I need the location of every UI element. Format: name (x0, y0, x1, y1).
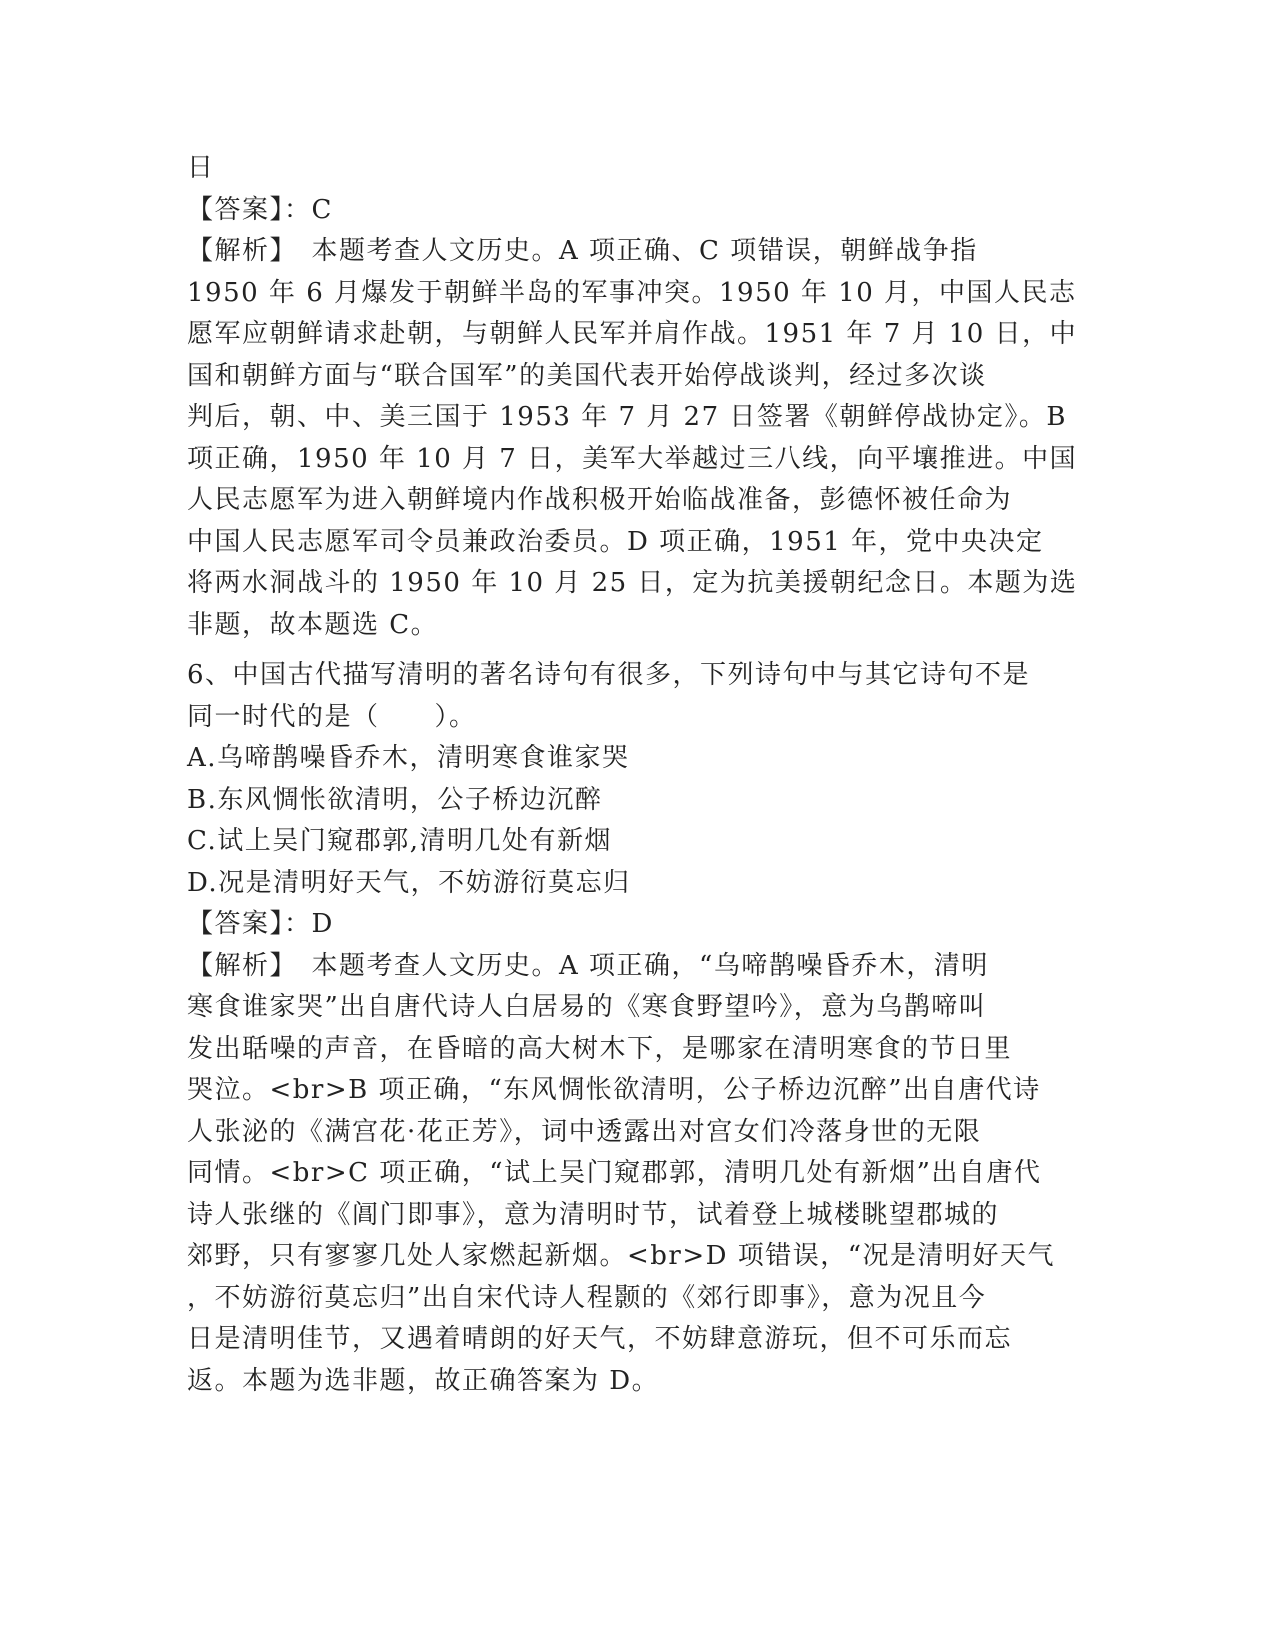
text-line: 中国人民志愿军司令员兼政治委员。D 项正确，1951 年，党中央决定 (187, 526, 1044, 557)
text-line: 同情。<br>C 项正确，“试上吴门窥郡郭，清明几处有新烟”出自唐代 (187, 1158, 1042, 1188)
text-line: 诗人张继的《阊门即事》，意为清明时节，试着登上城楼眺望郡城的 (187, 1199, 1000, 1230)
text-line: 寒食谁家哭”出自唐代诗人白居易的《寒食野望吟》，意为乌鹊啼叫 (187, 992, 987, 1022)
text-line: 日 (187, 153, 215, 183)
option-a: A.乌啼鹊噪昏乔木，清明寒食谁家哭 (187, 743, 630, 773)
text-line: 日是清明佳节，又遇着晴朗的好天气，不妨肆意游玩，但不可乐而忘 (187, 1324, 1013, 1354)
analysis-line: 【解析】 本题考查人文历史。A 项正确，“乌啼鹊噪昏乔木，清明 (187, 950, 989, 981)
option-b: B.东风惆怅欲清明，公子桥边沉醉 (187, 784, 603, 815)
text-line: ，不妨游衍莫忘归”出自宋代诗人程颢的《郊行即事》，意为况且今 (187, 1282, 987, 1313)
text-line: 将两水洞战斗的 1950 年 10 月 25 日，定为抗美援朝纪念日。本题为选 (187, 568, 1078, 598)
answer-explanation-q5 (187, 148, 1078, 646)
question-stem: 同一时代的是（ ）。 (187, 701, 477, 732)
text-line: 发出聒噪的声音，在昏暗的高大树木下，是哪家在清明寒食的节日里 (187, 1033, 1013, 1064)
analysis-line: 【解析】 本题考查人文历史。A 项正确、C 项错误，朝鲜战争指 (187, 236, 978, 266)
text-line: 判后，朝、中、美三国于 1953 年 7 月 27 日签署《朝鲜停战协定》。B (187, 402, 1067, 432)
text-line: 非题，故本题选 C。 (187, 609, 439, 640)
text-line: 人民志愿军为进入朝鲜境内作战积极开始临战准备，彭德怀被任命为 (187, 485, 1013, 515)
section-gap (187, 646, 1067, 655)
text-line: 哭泣。<br>B 项正确，“东风惆怅欲清明，公子桥边沉醉”出自唐代诗 (187, 1075, 1041, 1105)
answer-line: 【答案】：D (187, 909, 334, 939)
question-stem: 6、中国古代描写清明的著名诗句有很多，下列诗句中与其它诗句不是 (187, 660, 1031, 690)
text-line: 国和朝鲜方面与“联合国军”的美国代表开始停战谈判，经过多次谈 (187, 360, 987, 391)
text-line: 郊野，只有寥寥几处人家燃起新烟。<br>D 项错误，“况是清明好天气 (187, 1241, 1056, 1271)
document-page (187, 148, 1078, 1402)
option-d: D.况是清明好天气，不妨游衍莫忘归 (187, 867, 631, 898)
text-line: 1950 年 6 月爆发于朝鲜半岛的军事冲突。1950 年 10 月，中国人民志 (187, 277, 1077, 308)
question-6 (187, 655, 1067, 1402)
answer-line: 【答案】：C (187, 194, 333, 225)
text-line: 人张泌的《满宫花·花正芳》，词中透露出对宫女们冷落身世的无限 (187, 1116, 982, 1147)
option-c: C.试上吴门窥郡郭,清明几处有新烟 (187, 826, 612, 856)
text-line: 项正确，1950 年 10 月 7 日，美军大举越过三八线，向平壤推进。中国 (187, 443, 1078, 474)
text-line: 返。本题为选非题，故正确答案为 D。 (187, 1365, 660, 1396)
text-line: 愿军应朝鲜请求赴朝，与朝鲜人民军并肩作战。1951 年 7 月 10 日，中 (187, 319, 1078, 349)
